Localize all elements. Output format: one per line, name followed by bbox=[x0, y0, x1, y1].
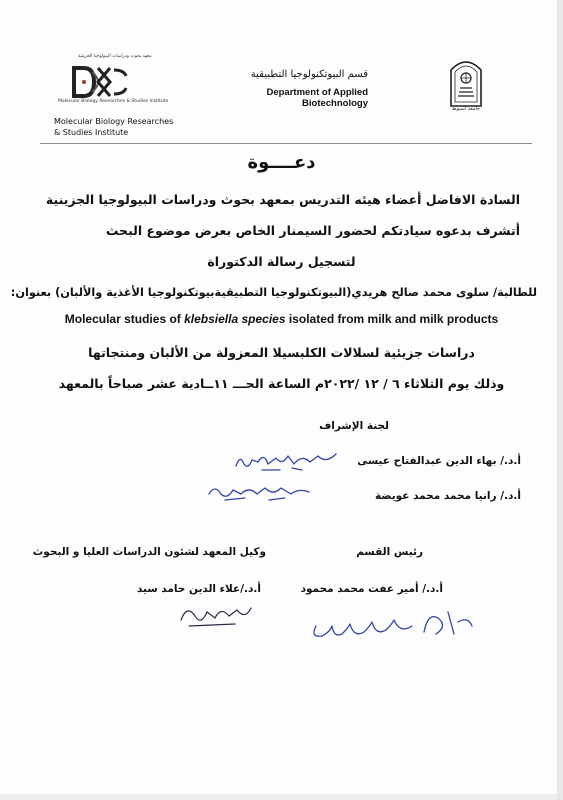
department-name-en: Department of Applied Biotechnology bbox=[266, 87, 368, 109]
department-name-ar: قسم البيوتكنولوجيا التطبيقية bbox=[250, 69, 368, 80]
student-line: للطالبة/ سلوى محمد صالح هريدي(البيوتكنولوجيا التطبيقيةبيوتكنولوجيا الأغذية والألبان) بعنوان: bbox=[10, 286, 537, 299]
header-divider bbox=[40, 143, 532, 144]
institute-logo-icon bbox=[70, 62, 130, 102]
date-line: وذلك يوم الثلاثاء ٦ / ١٢ /٢٠٢٢م الساعة الحـــ ١١ــادية عشر صباحاً بالمعهد bbox=[58, 376, 505, 391]
logo-caption: Molecular Biology Researches & Studies Institute bbox=[58, 99, 169, 104]
page-title: دعــــوة bbox=[247, 152, 316, 173]
invitation-line: أتشرف بدعوه سيادتكم لحضور السيمنار الخاص بعرض موضوع البحث bbox=[105, 223, 520, 238]
university-seal-icon bbox=[447, 52, 485, 110]
head-signature-icon bbox=[308, 592, 478, 648]
seal-caption: جامعة أسيوط bbox=[451, 106, 481, 112]
signature-1-icon bbox=[232, 446, 342, 476]
institute-name-line2: & Studies Institute bbox=[54, 128, 129, 137]
addressee-line: السادة الافاضل أعضاء هيئه التدريس بمعهد بحوث ودراسات البيولوجيا الجزينية bbox=[45, 192, 520, 207]
thesis-title-en bbox=[18, 312, 545, 326]
department-header bbox=[183, 53, 368, 109]
supervision-heading: لجنة الإشراف bbox=[319, 420, 389, 432]
head-of-department-title: رئيس القسم bbox=[356, 546, 423, 558]
signature-2-icon bbox=[205, 478, 315, 504]
supervisor-1-name: أ.د./ بهاء الدين عبدالفتاح عيسى bbox=[357, 455, 521, 467]
institute-name-line1: Molecular Biology Researches bbox=[54, 117, 174, 126]
vice-dean-signature-icon bbox=[175, 594, 255, 634]
logo-tagline: معهد بحوث ودراسات البيولوجيا الجزيئية bbox=[78, 54, 152, 59]
purpose-line: لتسجيل رسالة الدكتوراة bbox=[207, 254, 356, 269]
thesis-title-en-part1: Molecular studies of bbox=[64, 312, 185, 326]
vice-dean-name: أ.د./علاء الدين حامد سيد bbox=[136, 583, 261, 595]
institute-name bbox=[54, 116, 173, 138]
head-of-department-name: أ.د./ أمير عفت محمد محمود bbox=[300, 583, 443, 595]
thesis-title-en-part2: isolated from milk and milk products bbox=[285, 312, 499, 326]
vice-dean-title: وكيل المعهد لشئون الدراسات العليا و البحوث bbox=[32, 546, 266, 558]
thesis-title-ar: دراسات جزيئية لسلالات الكلبسيلا المعزولة من الألبان ومنتجاتها bbox=[88, 345, 475, 360]
thesis-title-en-italic: klebsiella species bbox=[184, 312, 286, 326]
supervisor-2-name: أ.د./ رانيا محمد محمد عويضة bbox=[375, 490, 521, 502]
